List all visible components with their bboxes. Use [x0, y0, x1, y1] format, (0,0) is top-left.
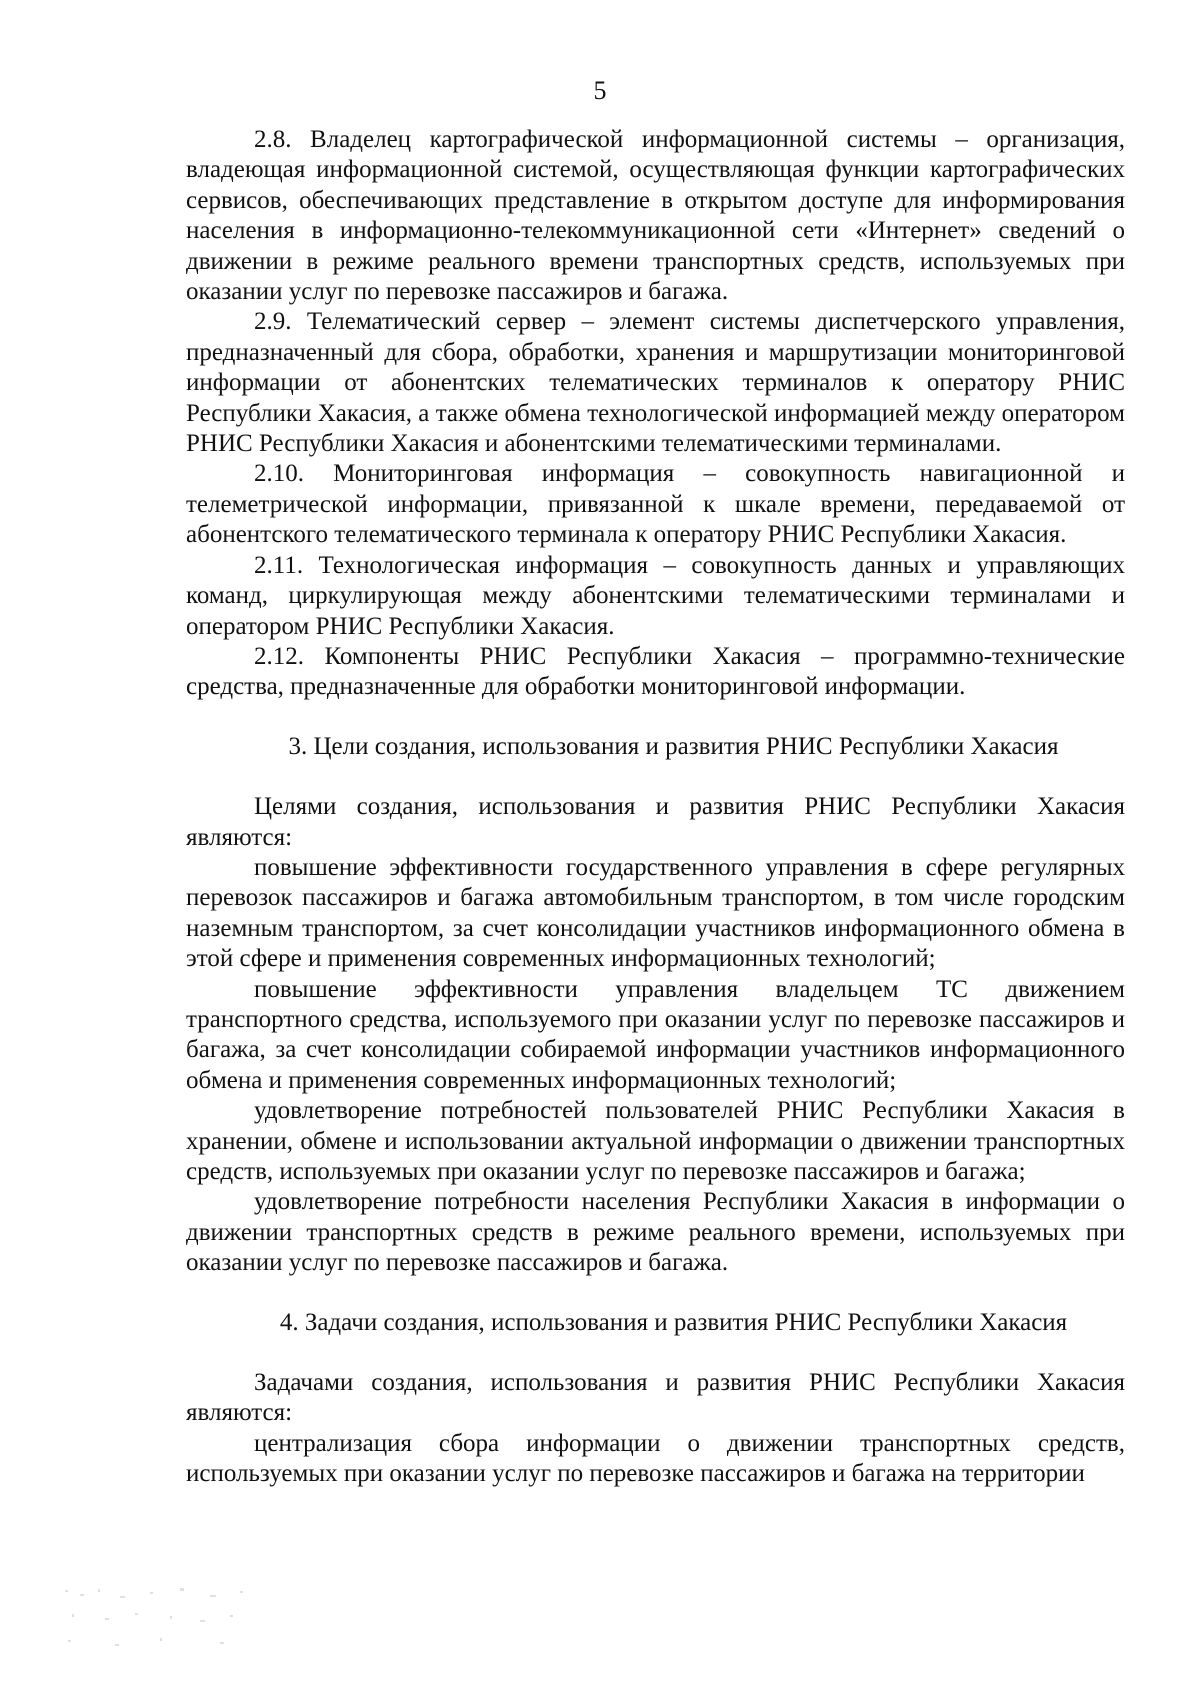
section-4-intro: Задачами создания, использования и развития РНИС Республики Хакасия являются: [186, 1369, 1125, 1427]
paragraph-2-8: 2.8. Владелец картографической информационной системы – организация, владеющая информационной системой, осуществляющая функции картографических сервисов, обеспечивающих представление в открытом доступе для информирования населения в информационно-телекоммуникационной сети «Интернет» сведений о движении в режиме реального времени транспортных средств, используемых при оказании услуг по перевозке пассажиров и багажа. [186, 126, 1125, 306]
paragraph-2-10: 2.10. Мониторинговая информация – совокупность навигационной и телеметрической информации, привязанной к шкале времени, передаваемой от абонентского телематического терминала к оператору РНИС Республики Хакасия. [186, 460, 1125, 549]
paragraph-2-9: 2.9. Телематический сервер – элемент системы диспетчерского управления, предназначенный для сбора, обработки, хранения и маршрутизации мониторинговой информации от абонентских телематических терминалов к оператору РНИС Республики Хакасия, а также обмена технологической информацией между оператором РНИС Республики Хакасия и абонентскими телематическими терминалами. [186, 308, 1125, 458]
section-4-item: централизация сбора информации о движении транспортных средств, используемых при оказании услуг по перевозке пассажиров и багажа на территории [186, 1429, 1125, 1488]
document-body [186, 125, 1125, 1490]
section-4-heading: 4. Задачи создания, использования и развития РНИС Республики Хакасия [279, 1308, 1068, 1336]
page-number: 5 [593, 76, 607, 105]
section-3-item: повышение эффективности государственного управления в сфере регулярных перевозок пассажиров и багажа автомобильным транспортом, в том числе городским наземным транспортом, за счет консолидации участников информационного обмена в этой сфере и применения современных информационных технологий; [186, 853, 1125, 973]
paragraph-2-11: 2.11. Технологическая информация – совокупность данных и управляющих команд, циркулирующая между абонентскими телематическими терминалами и оператором РНИС Республики Хакасия. [186, 551, 1125, 640]
section-3-heading: 3. Цели создания, использования и развития РНИС Республики Хакасия [288, 732, 1059, 760]
paragraph-2-12: 2.12. Компоненты РНИС Республики Хакасия – программно-технические средства, предназначенные для обработки мониторинговой информации. [186, 642, 1125, 701]
section-3-item: повышение эффективности управления владельцем ТС движением транспортного средства, используемого при оказании услуг по перевозке пассажиров и багажа, за счет консолидации собираемой информации участников информационного обмена и применения современных информационных технологий; [186, 975, 1125, 1094]
section-3-item: удовлетворение потребности населения Республики Хакасия в информации о движении транспортных средств в режиме реального времени, используемых при оказании услуг по перевозке пассажиров и багажа. [186, 1188, 1125, 1277]
scan-noise-mark [60, 1580, 270, 1660]
section-3-intro: Целями создания, использования и развития РНИС Республики Хакасия являются: [186, 793, 1125, 851]
section-3-item: удовлетворение потребностей пользователей РНИС Республики Хакасия в хранении, обмене и использовании актуальной информации о движении транспортных средств, используемых при оказании услуг по перевозке пассажиров и багажа; [186, 1097, 1125, 1185]
